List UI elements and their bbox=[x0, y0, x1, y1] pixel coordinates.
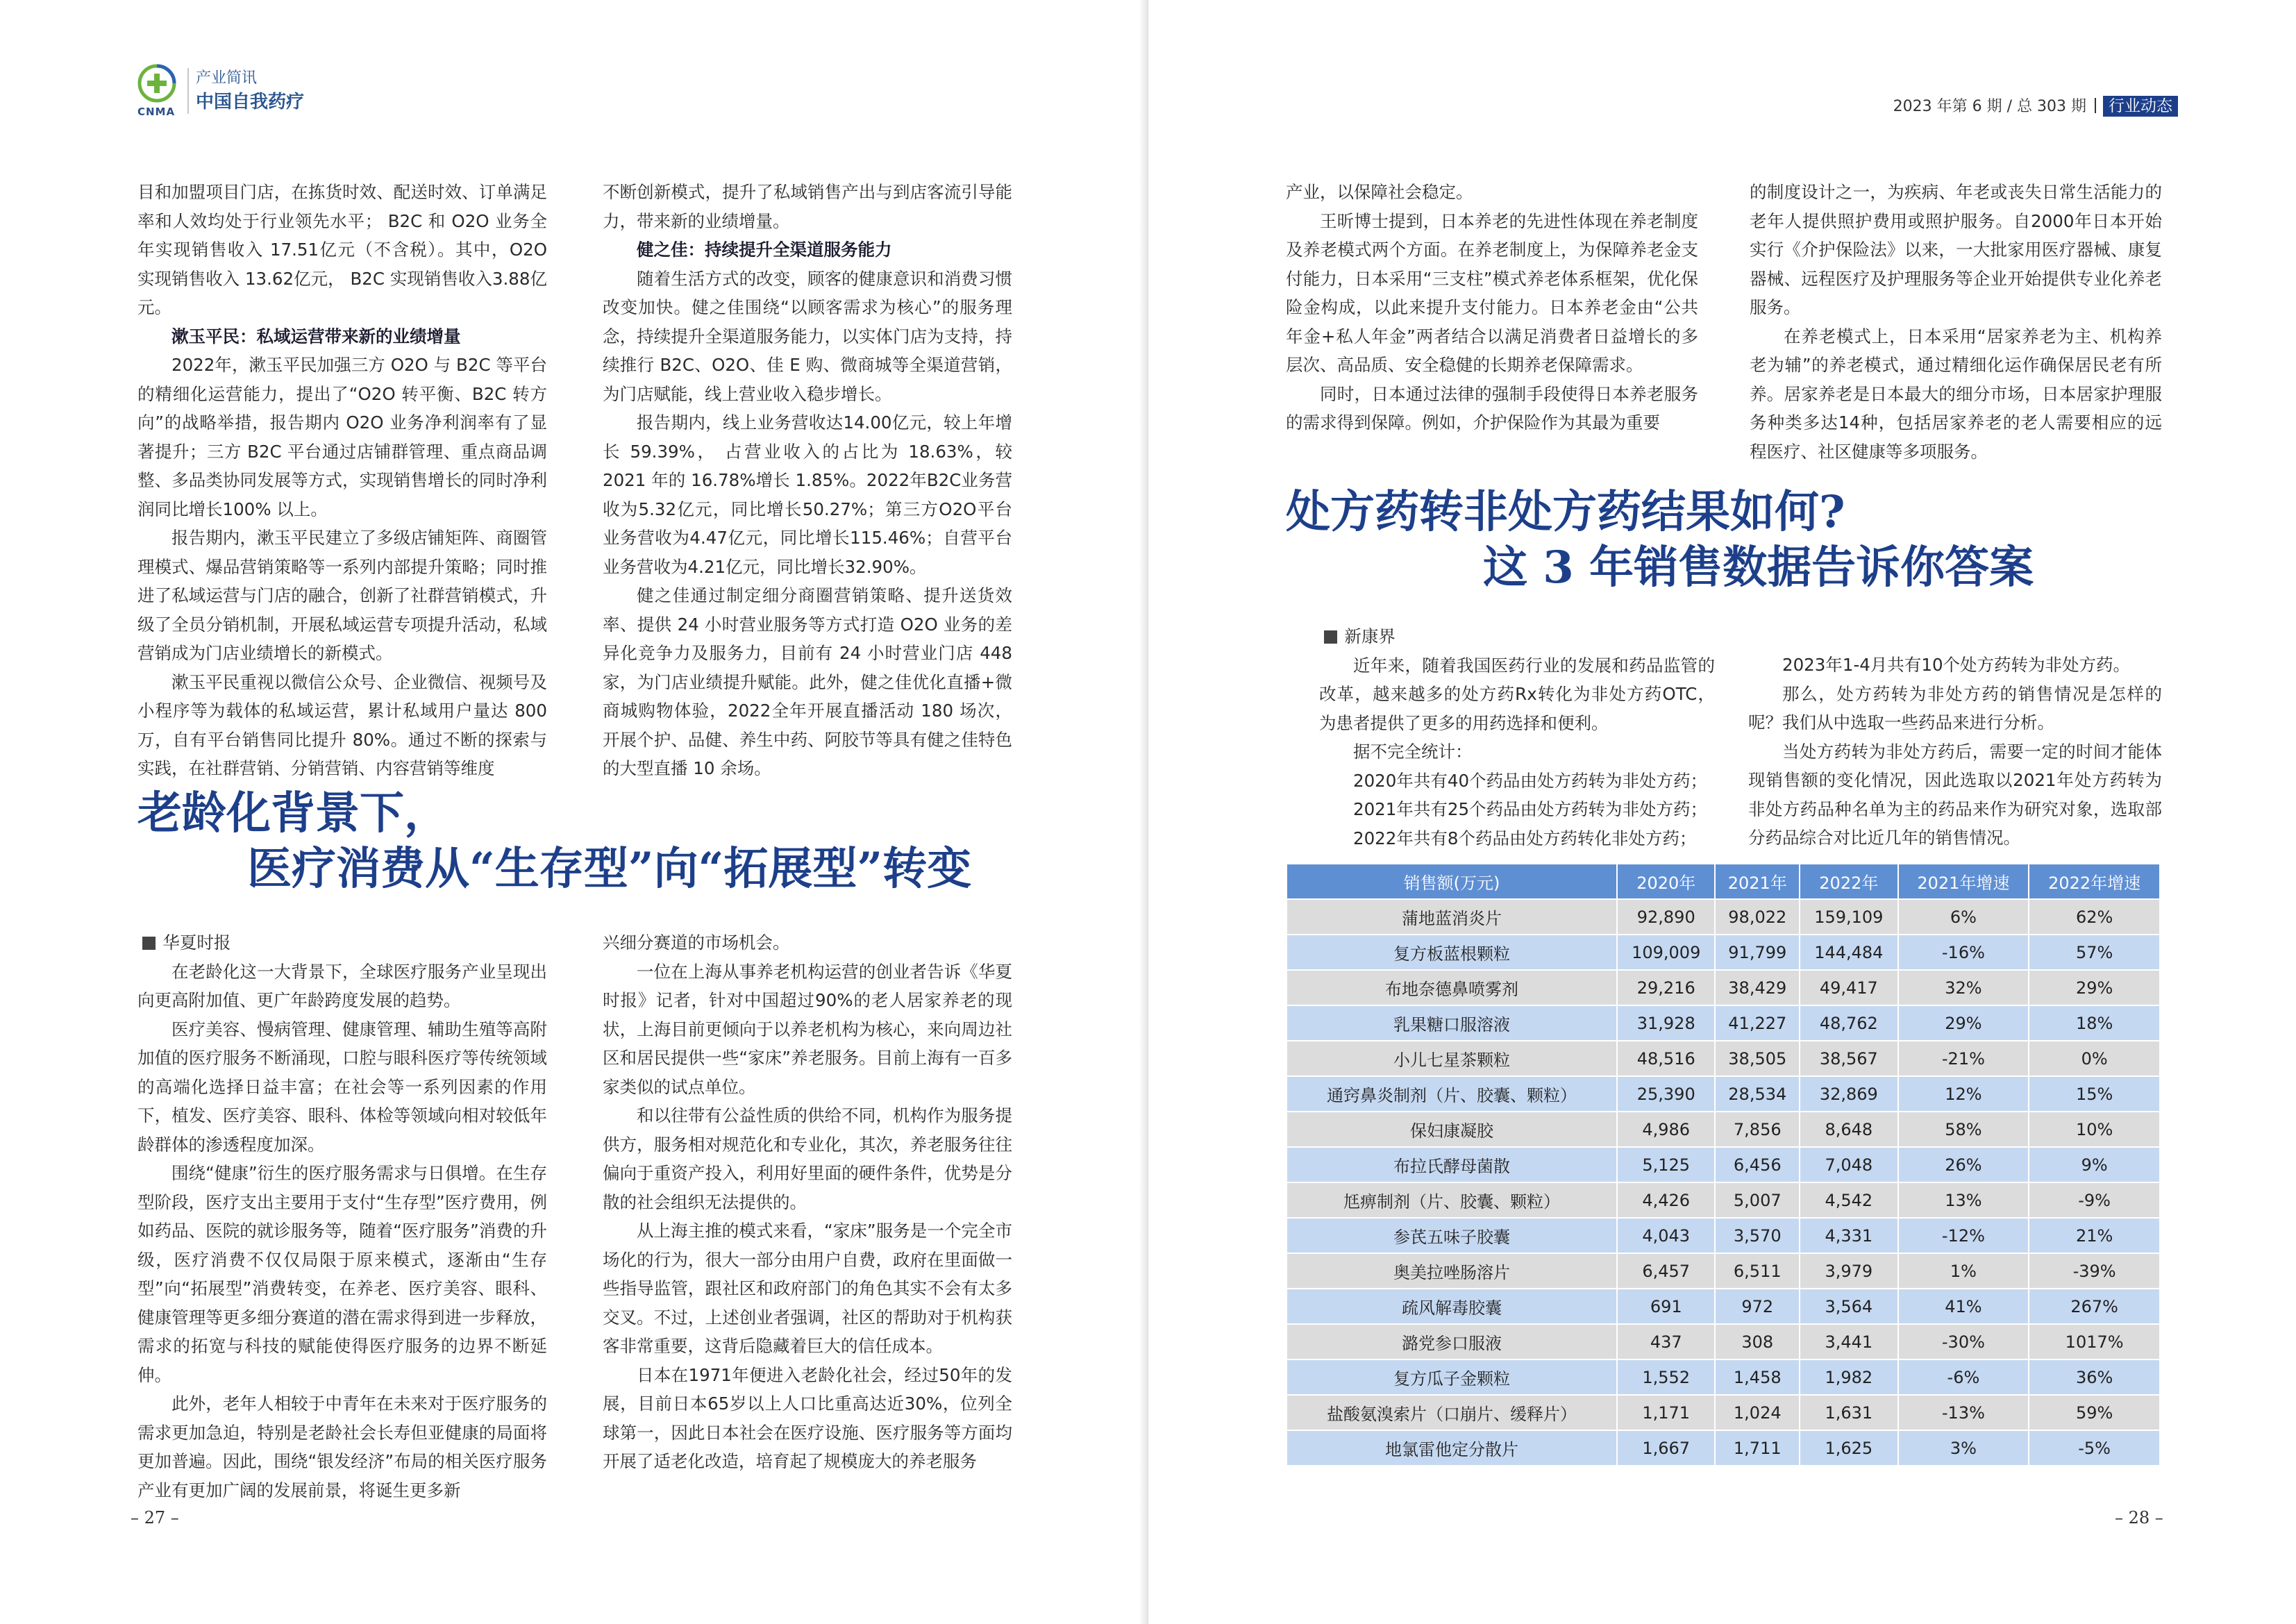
article-title-line1: 处方药转非处方药结果如何? bbox=[1286, 486, 1845, 538]
paragraph: 目和加盟项目门店，在拣货时效、配送时效、订单满足率和人效均处于行业领先水平； B2C 和 O2O 业务全年实现销售收入 17.51亿元（不含税）。其中，O2O 实现销售收入 13.62亿元， B2C 实现销售收入3.88亿元。 bbox=[137, 182, 547, 317]
table-row bbox=[1287, 899, 2160, 935]
value-cell: 48,762 bbox=[1800, 1005, 1897, 1041]
value-cell: 267% bbox=[2029, 1289, 2160, 1324]
value-cell: 21% bbox=[2029, 1218, 2160, 1253]
logo-line1: 产业简讯 bbox=[196, 69, 258, 87]
value-cell: 32,869 bbox=[1800, 1076, 1897, 1112]
logo-abbr: CNMA bbox=[137, 106, 176, 118]
left-col2-top bbox=[603, 178, 1012, 783]
section-heading: 健之佳：持续提升全渠道服务能力 bbox=[637, 240, 892, 260]
table-row bbox=[1287, 1147, 2160, 1182]
value-cell: 0% bbox=[2029, 1041, 2160, 1076]
table-row bbox=[1287, 1005, 2160, 1041]
square-bullet-icon bbox=[1324, 630, 1337, 644]
drug-name-cell: 通窍鼻炎制剂（片、胶囊、颗粒） bbox=[1287, 1076, 1617, 1112]
table-row bbox=[1287, 935, 2160, 970]
value-cell: 29,216 bbox=[1617, 970, 1715, 1005]
value-cell: 109,009 bbox=[1617, 935, 1715, 970]
table-row bbox=[1287, 1076, 2160, 1112]
value-cell: 10% bbox=[2029, 1112, 2160, 1147]
cnma-emblem-icon bbox=[137, 64, 176, 103]
value-cell: 4,043 bbox=[1617, 1218, 1715, 1253]
value-cell: 49,417 bbox=[1800, 970, 1897, 1005]
paragraph: 医疗美容、慢病管理、健康管理、辅助生殖等高附加值的医疗服务不断涌现，口腔与眼科医疗等传统领域的高端化选择日益丰富；在社会等一系列因素的作用下，植发、医疗美容、眼科、体检等领域向相对较低年龄群体的渗透程度加深。 bbox=[137, 1019, 547, 1155]
value-cell: 59% bbox=[2029, 1395, 2160, 1430]
value-cell: 38,505 bbox=[1715, 1041, 1800, 1076]
value-cell: 1,458 bbox=[1715, 1359, 1800, 1395]
value-cell: 3,979 bbox=[1800, 1253, 1897, 1289]
value-cell: 1,171 bbox=[1617, 1395, 1715, 1430]
left-col1-bottom bbox=[137, 928, 547, 1505]
logo-line2: 中国自我药疗 bbox=[196, 92, 305, 112]
table-header-cell: 2022年增速 bbox=[2029, 864, 2160, 899]
value-cell: 1% bbox=[1898, 1253, 2029, 1289]
right-col1-mid bbox=[1319, 622, 1715, 853]
paragraph: 此外，老年人相较于中青年在未来对于医疗服务的需求更加急迫，特别是老龄社会长寿但亚健康的局面将更加普遍。因此，围绕“银发经济”布局的相关医疗服务产业有更加广阔的发展前景，将诞生更多新 bbox=[137, 1393, 547, 1500]
table-row bbox=[1287, 1182, 2160, 1218]
value-cell: 48,516 bbox=[1617, 1041, 1715, 1076]
paragraph: 同时，日本通过法律的强制手段使得日本养老服务的需求得到保障。例如，介护保险作为其最为重要 bbox=[1286, 383, 1698, 433]
table-header-cell: 2022年 bbox=[1800, 864, 1897, 899]
value-cell: 58% bbox=[1898, 1112, 2029, 1147]
value-cell: 13% bbox=[1898, 1182, 2029, 1218]
table-row bbox=[1287, 1289, 2160, 1324]
paragraph: 那么，处方药转为非处方药的销售情况是怎样的呢？我们从中选取一些药品来进行分析。 bbox=[1748, 683, 2162, 733]
value-cell: 36% bbox=[2029, 1359, 2160, 1395]
sales-table-header bbox=[1287, 864, 2160, 899]
value-cell: 31,928 bbox=[1617, 1005, 1715, 1041]
table-row bbox=[1287, 970, 2160, 1005]
value-cell: 25,390 bbox=[1617, 1076, 1715, 1112]
value-cell: 6,457 bbox=[1617, 1253, 1715, 1289]
value-cell: 29% bbox=[1898, 1005, 2029, 1041]
value-cell: 691 bbox=[1617, 1289, 1715, 1324]
source-label: 华夏时报 bbox=[162, 932, 231, 953]
drug-name-cell: 参芪五味子胶囊 bbox=[1287, 1218, 1617, 1253]
value-cell: -5% bbox=[2029, 1430, 2160, 1466]
paragraph: 一位在上海从事养老机构运营的创业者告诉《华夏时报》记者，针对中国超过90%的老人居家养老的现状，上海目前更倾向于以养老机构为核心，来向周边社区和居民提供一些“家床”养老服务。目前上海有一百多家类似的试点单位。 bbox=[603, 961, 1012, 1097]
paragraph: 报告期内，漱玉平民建立了多级店铺矩阵、商圈管理模式、爆品营销策略等一系列内部提升策略；同时推进了私域运营与门店的融合，创新了社群营销模式，升级了全员分销机制，开展私域运营专项提升活动，私域营销成为门店业绩增长的新模式。 bbox=[137, 528, 547, 663]
value-cell: 91,799 bbox=[1715, 935, 1800, 970]
cnma-logo bbox=[137, 64, 429, 122]
value-cell: 1,024 bbox=[1715, 1395, 1800, 1430]
paragraph: 2022年共有8个药品由处方药转化非处方药； bbox=[1353, 828, 1697, 848]
right-col1-top bbox=[1286, 178, 1698, 437]
value-cell: -12% bbox=[1898, 1218, 2029, 1253]
value-cell: 18% bbox=[2029, 1005, 2160, 1041]
value-cell: 7,048 bbox=[1800, 1147, 1897, 1182]
source-label: 新康界 bbox=[1344, 626, 1396, 646]
page-number-right: – 28 – bbox=[2115, 1508, 2163, 1527]
value-cell: -6% bbox=[1898, 1359, 2029, 1395]
article-title-line2: 这 3 年销售数据告诉你答案 bbox=[1483, 542, 2034, 594]
value-cell: -30% bbox=[1898, 1324, 2029, 1359]
paragraph: 在养老模式上，日本采用“居家养老为主、机构养老为辅”的养老模式，通过精细化运作确保居民老有所养。居家养老是日本最大的细分市场，日本居家护理服务种类多达14种，包括居家养老的老人需要相应的远程医疗、社区健康等多项服务。 bbox=[1750, 326, 2162, 462]
value-cell: 57% bbox=[2029, 935, 2160, 970]
value-cell: 41% bbox=[1898, 1289, 2029, 1324]
drug-name-cell: 布地奈德鼻喷雾剂 bbox=[1287, 970, 1617, 1005]
paragraph: 围绕“健康”衍生的医疗服务需求与日俱增。在生存型阶段，医疗支出主要用于支付“生存型”医疗费用，例如药品、医院的就诊服务等，随着“医疗服务”消费的升级，医疗消费不仅仅局限于原来模式，逐渐由“生存型”向“拓展型”消费转变，在养老、医疗美容、眼科、健康管理等更多细分赛道的潜在需求得到进一步释放，需求的拓宽与科技的赋能使得医疗服务的边界不断延伸。 bbox=[137, 1163, 547, 1385]
value-cell: 3% bbox=[1898, 1430, 2029, 1466]
value-cell: 972 bbox=[1715, 1289, 1800, 1324]
article-source bbox=[1319, 622, 1715, 651]
table-row bbox=[1287, 1324, 2160, 1359]
value-cell: 38,567 bbox=[1800, 1041, 1897, 1076]
table-header-cell: 2021年增速 bbox=[1898, 864, 2029, 899]
paragraph: 随着生活方式的改变，顾客的健康意识和消费习惯改变加快。健之佳围绕“以顾客需求为核心”的服务理念，持续提升全渠道服务能力，以实体门店为支持，持续推行 B2C、O2O、佳 E 购、微商城等全渠道营销，为门店赋能，线上营业收入稳步增长。 bbox=[603, 268, 1012, 404]
value-cell: 62% bbox=[2029, 899, 2160, 935]
table-row bbox=[1287, 1041, 2160, 1076]
issue-divider bbox=[2095, 98, 2096, 113]
paragraph: 据不完全统计： bbox=[1353, 742, 1473, 762]
drug-name-cell: 乳果糖口服溶液 bbox=[1287, 1005, 1617, 1041]
value-cell: 7,856 bbox=[1715, 1112, 1800, 1147]
value-cell: 308 bbox=[1715, 1324, 1800, 1359]
value-cell: 38,429 bbox=[1715, 970, 1800, 1005]
value-cell: 1,711 bbox=[1715, 1430, 1800, 1466]
value-cell: 3,570 bbox=[1715, 1218, 1800, 1253]
paragraph: 日本在1971年便进入老龄化社会，经过50年的发展，目前日本65岁以上人口比重高达近30%，位列全球第一，因此日本社会在医疗设施、医疗服务等方面均开展了适老化改造，培育起了规模庞大的养老服务 bbox=[603, 1364, 1012, 1471]
section-tag: 行业动态 bbox=[2103, 96, 2178, 117]
value-cell: 15% bbox=[2029, 1076, 2160, 1112]
logo-divider bbox=[187, 68, 189, 114]
value-cell: 26% bbox=[1898, 1147, 2029, 1182]
value-cell: 159,109 bbox=[1800, 899, 1897, 935]
paragraph: 和以往带有公益性质的供给不同，机构作为服务提供方，服务相对规范化和专业化，其次，养老服务往往偏向于重资产投入，利用好里面的硬件条件，优势是分散的社会组织无法提供的。 bbox=[603, 1105, 1012, 1212]
paragraph: 健之佳通过制定细分商圈营销策略、提升送货效率、提供 24 小时营业服务等方式打造 O2O 业务的差异化竞争力及服务力，目前有 24 小时营业门店 448家，为门店业绩提升赋能。此外，健之佳优化直播+微商城购物体验，2022全年开展直播活动 180 场次，开展个护、品健、养生中药、阿胶节等具有健之佳特色的大型直播 10 余场。 bbox=[603, 585, 1012, 778]
value-cell: 98,022 bbox=[1715, 899, 1800, 935]
table-row bbox=[1287, 1395, 2160, 1430]
paragraph: 产业，以保障社会稳定。 bbox=[1286, 182, 1473, 202]
table-row bbox=[1287, 1218, 2160, 1253]
value-cell: -21% bbox=[1898, 1041, 2029, 1076]
right-col2-mid bbox=[1748, 651, 2162, 853]
drug-name-cell: 潞党参口服液 bbox=[1287, 1324, 1617, 1359]
paragraph: 2022年，漱玉平民加强三方 O2O 与 B2C 等平台的精细化运营能力，提出了“O2O 转平衡、B2C 转方向”的战略举措，报告期内 O2O 业务净利润率有了显著提升；三方 B2C 平台通过店铺群管理、重点商品调整、多品类协同发展等方式，实现销售增长的同时净利润同比增长100% 以上。 bbox=[137, 355, 547, 519]
section-heading: 漱玉平民：私域运营带来新的业绩增量 bbox=[171, 326, 461, 346]
paragraph: 2020年共有40个药品由处方药转为非处方药； bbox=[1353, 770, 1708, 791]
paragraph: 王昕博士提到，日本养老的先进性体现在养老制度及养老模式两个方面。在养老制度上，为保障养老金支付能力，日本采用“三支柱”模式养老体系框架，优化保险金构成，以此来提升支付能力。日本养老金由“公共年金+私人年金”两者结合以满足消费者日益增长的多层次、高品质、安全稳健的长期养老保障需求。 bbox=[1286, 210, 1698, 375]
article-title-line2: 医疗消费从“生存型”向“拓展型”转变 bbox=[247, 843, 972, 895]
paragraph: 2021年共有25个药品由处方药转为非处方药； bbox=[1353, 799, 1708, 819]
drug-name-cell: 复方板蓝根颗粒 bbox=[1287, 935, 1617, 970]
value-cell: 437 bbox=[1617, 1324, 1715, 1359]
table-row bbox=[1287, 1112, 2160, 1147]
table-header-cell: 销售额(万元) bbox=[1287, 864, 1617, 899]
paragraph: 近年来，随着我国医药行业的发展和药品监管的改革，越来越多的处方药Rx转化为非处方药OTC，为患者提供了更多的用药选择和便利。 bbox=[1319, 655, 1715, 733]
paragraph: 从上海主推的模式来看，“家床”服务是一个完全市场化的行为，很大一部分由用户自费，政府在里面做一些指导监管，跟社区和政府部门的角色其实不会有太多交叉。不过，上述创业者强调，社区的帮助对于机构获客非常重要，这背后隐藏着巨大的信任成本。 bbox=[603, 1221, 1012, 1356]
value-cell: 6% bbox=[1898, 899, 2029, 935]
value-cell: 41,227 bbox=[1715, 1005, 1800, 1041]
article-title-line1: 老龄化背景下， bbox=[137, 787, 449, 839]
drug-name-cell: 复方瓜子金颗粒 bbox=[1287, 1359, 1617, 1395]
value-cell: 4,331 bbox=[1800, 1218, 1897, 1253]
value-cell: 28,534 bbox=[1715, 1076, 1800, 1112]
paragraph: 的制度设计之一，为疾病、年老或丧失日常生活能力的老年人提供照护费用或照护服务。自2000年日本开始实行《介护保险法》以来，一大批家用医疗器械、康复器械、远程医疗及护理服务等企业开始提供专业化养老服务。 bbox=[1750, 182, 2162, 317]
value-cell: 4,542 bbox=[1800, 1182, 1897, 1218]
value-cell: 4,426 bbox=[1617, 1182, 1715, 1218]
drug-name-cell: 蒲地蓝消炎片 bbox=[1287, 899, 1617, 935]
table-header-cell: 2020年 bbox=[1617, 864, 1715, 899]
value-cell: 1,667 bbox=[1617, 1430, 1715, 1466]
value-cell: 12% bbox=[1898, 1076, 2029, 1112]
sales-table bbox=[1286, 863, 2161, 1466]
table-header-cell: 2021年 bbox=[1715, 864, 1800, 899]
drug-name-cell: 盐酸氨溴索片（口崩片、缓释片） bbox=[1287, 1395, 1617, 1430]
drug-name-cell: 疏风解毒胶囊 bbox=[1287, 1289, 1617, 1324]
value-cell: 1,552 bbox=[1617, 1359, 1715, 1395]
paragraph: 2023年1-4月共有10个处方药转为非处方药。 bbox=[1782, 655, 2131, 675]
value-cell: 3,441 bbox=[1800, 1324, 1897, 1359]
value-cell: 92,890 bbox=[1617, 899, 1715, 935]
paragraph: 兴细分赛道的市场机会。 bbox=[603, 932, 790, 953]
value-cell: 144,484 bbox=[1800, 935, 1897, 970]
value-cell: -13% bbox=[1898, 1395, 2029, 1430]
drug-name-cell: 保妇康凝胶 bbox=[1287, 1112, 1617, 1147]
paragraph: 不断创新模式，提升了私域销售产出与到店客流引导能力，带来新的业绩增量。 bbox=[603, 182, 1012, 231]
right-col2-top bbox=[1750, 178, 2162, 466]
drug-name-cell: 奥美拉唑肠溶片 bbox=[1287, 1253, 1617, 1289]
table-row bbox=[1287, 1430, 2160, 1466]
left-col1-top bbox=[137, 178, 547, 783]
drug-name-cell: 小儿七星茶颗粒 bbox=[1287, 1041, 1617, 1076]
paragraph: 报告期内，线上业务营收达14.00亿元，较上年增长 59.39%， 占营业收入的占比为 18.63%，较 2021 年的 16.78%增长 1.85%。2022年B2C业务营收为5.32亿元，同比增长50.27%；第三方O2O平台业务营收为4.47亿元，同比增长115.46%；自营平台业务营收为4.21亿元，同比增长32.90%。 bbox=[603, 412, 1012, 577]
value-cell: 1,982 bbox=[1800, 1359, 1897, 1395]
value-cell: 6,511 bbox=[1715, 1253, 1800, 1289]
value-cell: 3,564 bbox=[1800, 1289, 1897, 1324]
article-source bbox=[137, 928, 547, 957]
value-cell: 5,125 bbox=[1617, 1147, 1715, 1182]
drug-name-cell: 尪痹制剂（片、胶囊、颗粒） bbox=[1287, 1182, 1617, 1218]
issue-info bbox=[1893, 94, 2178, 117]
value-cell: 1017% bbox=[2029, 1324, 2160, 1359]
drug-name-cell: 布拉氏酵母菌散 bbox=[1287, 1147, 1617, 1182]
drug-name-cell: 地氯雷他定分散片 bbox=[1287, 1430, 1617, 1466]
table-row bbox=[1287, 1253, 2160, 1289]
page-number-left: – 27 – bbox=[131, 1508, 179, 1527]
sales-table-body bbox=[1287, 899, 2160, 1466]
value-cell: 32% bbox=[1898, 970, 2029, 1005]
issue-text: 2023 年第 6 期 / 总 303 期 bbox=[1893, 98, 2086, 115]
left-col2-bottom bbox=[603, 928, 1012, 1476]
square-bullet-icon bbox=[142, 937, 156, 950]
paragraph: 在老龄化这一大背景下，全球医疗服务产业呈现出向更高附加值、更广年龄跨度发展的趋势。 bbox=[137, 961, 547, 1010]
value-cell: -16% bbox=[1898, 935, 2029, 970]
value-cell: 8,648 bbox=[1800, 1112, 1897, 1147]
value-cell: 4,986 bbox=[1617, 1112, 1715, 1147]
value-cell: -9% bbox=[2029, 1182, 2160, 1218]
value-cell: 5,007 bbox=[1715, 1182, 1800, 1218]
paragraph: 当处方药转为非处方药后，需要一定的时间才能体现销售额的变化情况，因此选取以2021年处方药转为非处方药品种名单为主的药品来作为研究对象，选取部分药品综合对比近几年的销售情况。 bbox=[1748, 741, 2162, 848]
value-cell: 29% bbox=[2029, 970, 2160, 1005]
value-cell: 1,625 bbox=[1800, 1430, 1897, 1466]
value-cell: 1,631 bbox=[1800, 1395, 1897, 1430]
value-cell: 9% bbox=[2029, 1147, 2160, 1182]
value-cell: 6,456 bbox=[1715, 1147, 1800, 1182]
paragraph: 漱玉平民重视以微信公众号、企业微信、视频号及小程序等为载体的私域运营，累计私域用户量达 800 万，自有平台销售同比提升 80%。通过不断的探索与实践，在社群营销、分销营销、内容营销等维度 bbox=[137, 671, 547, 778]
value-cell: -39% bbox=[2029, 1253, 2160, 1289]
table-row bbox=[1287, 1359, 2160, 1395]
